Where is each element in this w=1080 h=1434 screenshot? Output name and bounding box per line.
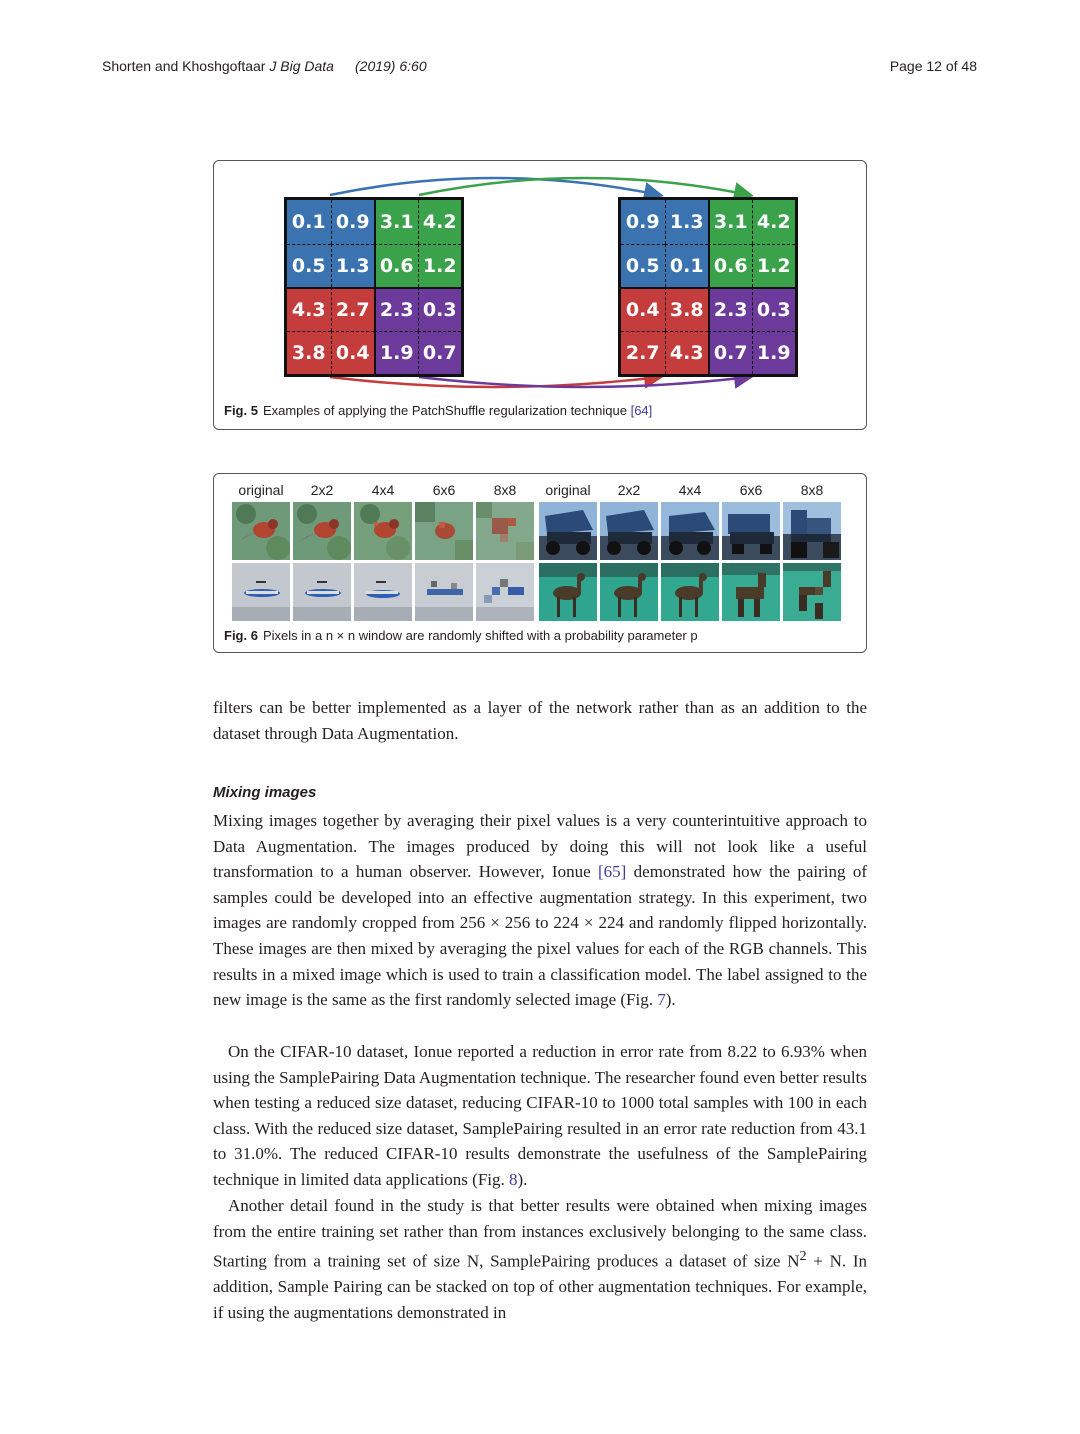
thumb-deer-original [539,563,597,621]
grid-cell: 1.3 [665,200,709,244]
grid-cell: 0.6 [374,244,418,288]
column-label: 2x2 [310,482,334,498]
grid-cell: 3.1 [374,200,418,244]
column-label: 2x2 [617,482,641,498]
figure-link-8[interactable]: 8 [509,1169,518,1189]
figure-6-label: Fig. 6 [224,628,258,643]
arrow-blue [330,178,659,195]
arrow-red [330,377,659,387]
page-number: Page 12 of 48 [889,58,977,74]
paragraph-samplepairing-detail [213,1193,867,1326]
column-label: 8x8 [493,482,517,498]
p4-text-b: + N. In addition, Sample Pairing can be stacked on top of other augmentation techniques. For example, if using the augmentations demonstrated in [213,1251,867,1323]
patch-grid-shuffled [618,197,798,377]
grid-cell: 0.4 [331,331,375,375]
grid-cell: 2.3 [374,287,418,331]
p4-superscript: 2 [799,1248,807,1265]
section-heading-mixing-images: Mixing images [213,784,317,801]
grid-cell: 4.3 [287,287,331,331]
grid-cell: 1.3 [331,244,375,288]
thumb-vehicle-8x8 [783,502,841,560]
figure-6 [213,473,867,653]
thumb-plane-6x6 [415,563,473,621]
figure-5-label: Fig. 5 [224,403,258,418]
column-label: original [238,482,284,498]
citation-link-64[interactable]: [64] [630,403,653,418]
grid-cell: 0.7 [418,331,462,375]
thumb-deer-2x2 [600,563,658,621]
paragraph-mixing-intro [213,808,867,1013]
thumb-deer-8x8 [783,563,841,621]
grid-cell: 2.3 [708,287,752,331]
thumb-plane-8x8 [476,563,534,621]
thumb-deer-6x6 [722,563,780,621]
patch-grid-original [284,197,464,377]
column-label: 6x6 [432,482,456,498]
grid-cell: 3.8 [665,287,709,331]
thumb-bird-6x6 [415,502,473,560]
thumb-bird-2x2 [293,502,351,560]
grid-cell: 0.5 [287,244,331,288]
paragraph-cifar10-results [213,1039,867,1193]
thumb-deer-4x4 [661,563,719,621]
figure-5-caption-text: Examples of applying the PatchShuffle regularization technique [262,403,627,418]
p3-text-b: ). [517,1169,528,1189]
p4-text-a: Another detail found in the study is that better results were obtained when mixing images from the entire training set rather than from instances exclusively belonging to the same class. Starting from a training set of size N, SamplePairing produces a dataset of size N [213,1196,867,1271]
figure-6-caption-text: Pixels in a n × n window are randomly shifted with a probability parameter p [262,628,698,643]
grid-cell: 0.7 [708,331,752,375]
header-authors: Shorten and Khoshgoftaar [102,58,266,74]
column-label: 6x6 [739,482,763,498]
thumb-plane-original [232,563,290,621]
grid-cell: 0.3 [752,287,796,331]
grid-cell: 4.2 [418,200,462,244]
grid-cell: 0.1 [665,244,709,288]
thumb-vehicle-2x2 [600,502,658,560]
grid-cell: 2.7 [331,287,375,331]
grid-cell: 0.3 [418,287,462,331]
grid-cell: 0.6 [708,244,752,288]
citation-link-65[interactable]: [65] [597,862,627,882]
thumb-vehicle-6x6 [722,502,780,560]
grid-cell: 0.1 [287,200,331,244]
grid-cell: 0.9 [621,200,665,244]
p2-text-b: demonstrated how the pairing of samples could be developed into an effective augmentation strategy. In this experiment, two images are randomly cropped from 256 × 256 to 224 × 224 and randomly flipped horizontally. These images are then mixed by averaging the pixel values for each of the RGB channels. This results in a mixed image which is used to train a classification model. The label assigned to the new image is the same as the first randomly selected image (Fig. [213,862,867,1010]
figure-5-caption [224,403,652,418]
grid-cell: 1.9 [374,331,418,375]
column-label: 8x8 [800,482,824,498]
figure-link-7[interactable]: 7 [657,990,666,1010]
grid-cell: 4.2 [752,200,796,244]
thumb-plane-2x2 [293,563,351,621]
p3-text-a: On the CIFAR-10 dataset, Ionue reported a reduction in error rate from 8.22 to 6.93% when using the SamplePairing Data Augmentation technique. The researcher found even better results when testing a reduced size dataset, reducing CIFAR-10 to 1000 total samples with 100 in each class. With the reduced size dataset, SamplePairing resulted in an error rate reduction from 43.1 to 31.0%. The reduced CIFAR-10 results demonstrate the usefulness of the SamplePairing technique in limited data applications (Fig. [213,1042,867,1189]
arrow-purple [419,377,749,387]
grid-cell: 4.3 [665,331,709,375]
p2-text-a: Mixing images together by averaging their pixel values is a very counterintuitive approach to Data Augmentation. The images produced by doing this will not look like a useful transformation to a human observer. However, Ionue [213,811,867,882]
grid-cell: 3.8 [287,331,331,375]
grid-cell: 1.2 [752,244,796,288]
paragraph-filters: filters can be better implemented as a layer of the network rather than as an addition to the dataset through Data Augmentation. [213,698,867,743]
thumb-vehicle-4x4 [661,502,719,560]
header-journal: J Big Data [269,58,334,74]
figure-5 [213,160,867,430]
grid-cell: 1.2 [418,244,462,288]
grid-cell: 0.4 [621,287,665,331]
grid-cell: 0.5 [621,244,665,288]
running-header-authors [102,58,334,74]
thumb-bird-8x8 [476,502,534,560]
grid-cell: 0.9 [331,200,375,244]
arrow-green [419,178,749,195]
column-label: original [545,482,591,498]
p2-text-c: ). [665,990,676,1010]
grid-cell: 1.9 [752,331,796,375]
header-citation: (2019) 6:60 [355,58,427,74]
thumb-bird-4x4 [354,502,412,560]
column-label: 4x4 [371,482,395,498]
figure-6-caption [224,628,698,643]
thumb-vehicle-original [539,502,597,560]
grid-cell: 3.1 [708,200,752,244]
thumb-bird-original [232,502,290,560]
thumb-plane-4x4 [354,563,412,621]
column-label: 4x4 [678,482,702,498]
grid-cell: 2.7 [621,331,665,375]
